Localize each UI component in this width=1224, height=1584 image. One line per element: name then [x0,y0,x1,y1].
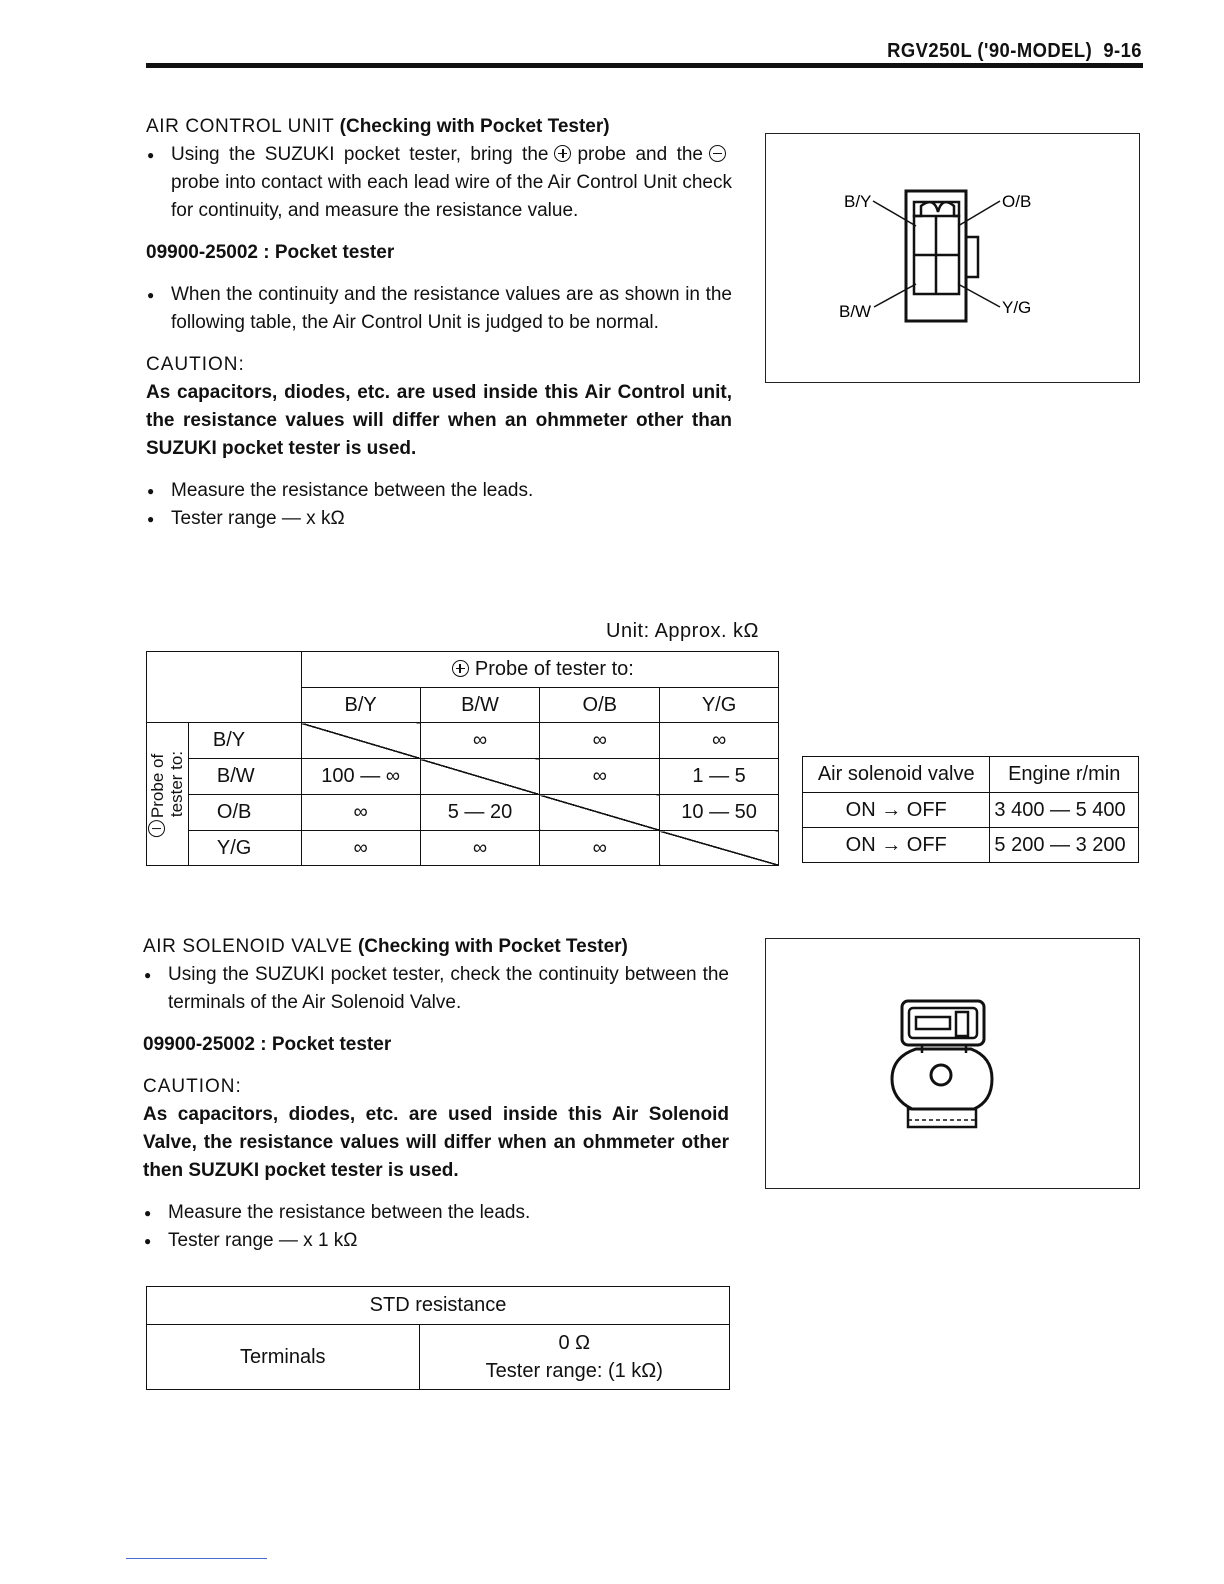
acu-section [146,113,732,533]
label-bw: B/W [839,302,872,321]
asv-title: AIR SOLENOID VALVE [143,936,353,957]
col-header: Y/G [660,688,779,723]
valve-header: Air solenoid valve [803,757,990,793]
diagonal-cell [660,831,779,866]
table-cell: ∞ [301,831,420,866]
asv-heading [143,933,729,961]
table-cell: ∞ [540,723,660,759]
std-value-cell [419,1325,729,1390]
acu-bullet-4: ● Tester range — x kΩ [146,505,732,533]
label-ob: O/B [1002,192,1032,211]
footer-line [126,1558,267,1559]
col-header: O/B [540,688,660,723]
asv-bullet-1: ● Using the SUZUKI pocket tester, check the continuity between the terminals of the Air Solenoid Valve. [143,961,729,1017]
acu-title: AIR CONTROL UNIT [146,116,335,137]
acu-tool: 09900-25002 : Pocket tester [146,242,395,263]
acu-title-paren: (Checking with Pocket Tester) [339,116,610,137]
solenoid-figure [765,938,1140,1189]
acu-bullet-3: ● Measure the resistance between the leads. [146,477,732,505]
row-header: O/B [188,795,301,831]
acu-bullet-1 [146,141,732,225]
acu-heading [146,113,732,141]
minus-probe-icon [148,820,165,837]
asv-title-paren: (Checking with Pocket Tester) [357,936,628,957]
acu-bullet-1c: probe into contact with each lead wire of the Air Control Unit check for continuity, and measure the resistance value. [171,172,732,221]
plus-probe-icon [554,145,571,162]
label-by: B/Y [844,192,872,211]
acu-caution-title: CAUTION: [146,354,245,375]
diagonal-cell [420,759,540,795]
std-value-ohm: 0 Ω [558,1332,591,1354]
std-resistance-table [146,1286,730,1390]
valve-state: ON → OFF [803,828,990,863]
std-header: STD resistance [147,1287,730,1325]
row-header: Y/G [188,831,301,866]
rpm-range: 5 200 — 3 200 [990,828,1139,863]
table-cell: ∞ [540,831,660,866]
std-value-range: Tester range: (1 kΩ) [485,1360,663,1382]
row-header: B/Y [188,723,301,759]
acu-caution-text: As capacitors, diodes, etc. are used inside this Air Control unit, the resistance values will differ when an ohmmeter other than SUZUKI pocket tester is used. [146,382,732,459]
diagonal-cell [540,795,660,831]
table-cell: ∞ [420,831,540,866]
asv-section [143,933,729,1255]
asv-caution-text: As capacitors, diodes, etc. are used inside this Air Solenoid Valve, the resistance values will differ when an ohmmeter other then SUZUKI pocket tester is used. [143,1104,729,1181]
col-header: B/Y [301,688,420,723]
header-title: RGV250L ('90-MODEL) [887,40,1093,62]
plus-header-text: Probe of tester to: [474,658,634,680]
acu-bullet-1b: probe and the [577,144,703,165]
plus-header [301,652,778,688]
minus-header-line2: tester to: [167,750,187,818]
minus-header [147,723,189,866]
table-cell: ∞ [301,795,420,831]
unit-label: Unit: Approx. kΩ [606,620,760,642]
plus-probe-icon [452,660,469,677]
table-cell: ∞ [540,759,660,795]
table-cell: 100 — ∞ [301,759,420,795]
solenoid-diagram [766,939,1138,1187]
valve-rpm-table [802,756,1139,863]
page-header [887,40,1142,63]
asv-bullet-2: ● Measure the resistance between the leads. [143,1199,729,1227]
minus-probe-icon [709,145,726,162]
resistance-table [146,651,779,866]
rpm-header: Engine r/min [990,757,1139,793]
asv-bullet-3: ● Tester range — x 1 kΩ [143,1227,729,1255]
header-rule [146,63,1143,68]
table-cell: ∞ [660,723,779,759]
label-yg: Y/G [1002,298,1032,317]
table-cell: ∞ [420,723,540,759]
valve-state: ON → OFF [803,793,990,828]
page-number: 9-16 [1103,40,1142,62]
table-corner [147,652,302,723]
asv-tool: 09900-25002 : Pocket tester [143,1034,392,1055]
asv-caution-title: CAUTION: [143,1076,242,1097]
col-header: B/W [420,688,540,723]
table-cell: 10 — 50 [660,795,779,831]
acu-connector-figure [765,133,1140,383]
table-cell: 1 — 5 [660,759,779,795]
row-header: B/W [188,759,301,795]
acu-bullet-1a: Using the SUZUKI pocket tester, bring the [171,144,549,165]
acu-bullet-2: ● When the continuity and the resistance values are as shown in the following table, the Air Control Unit is judged to be normal. [146,281,732,337]
acu-connector-diagram [766,134,1138,381]
table-cell: 5 — 20 [420,795,540,831]
diagonal-cell [301,723,420,759]
minus-header-line1: Probe of [148,753,168,819]
rpm-range: 3 400 — 5 400 [990,793,1139,828]
std-row-label: Terminals [147,1325,420,1390]
